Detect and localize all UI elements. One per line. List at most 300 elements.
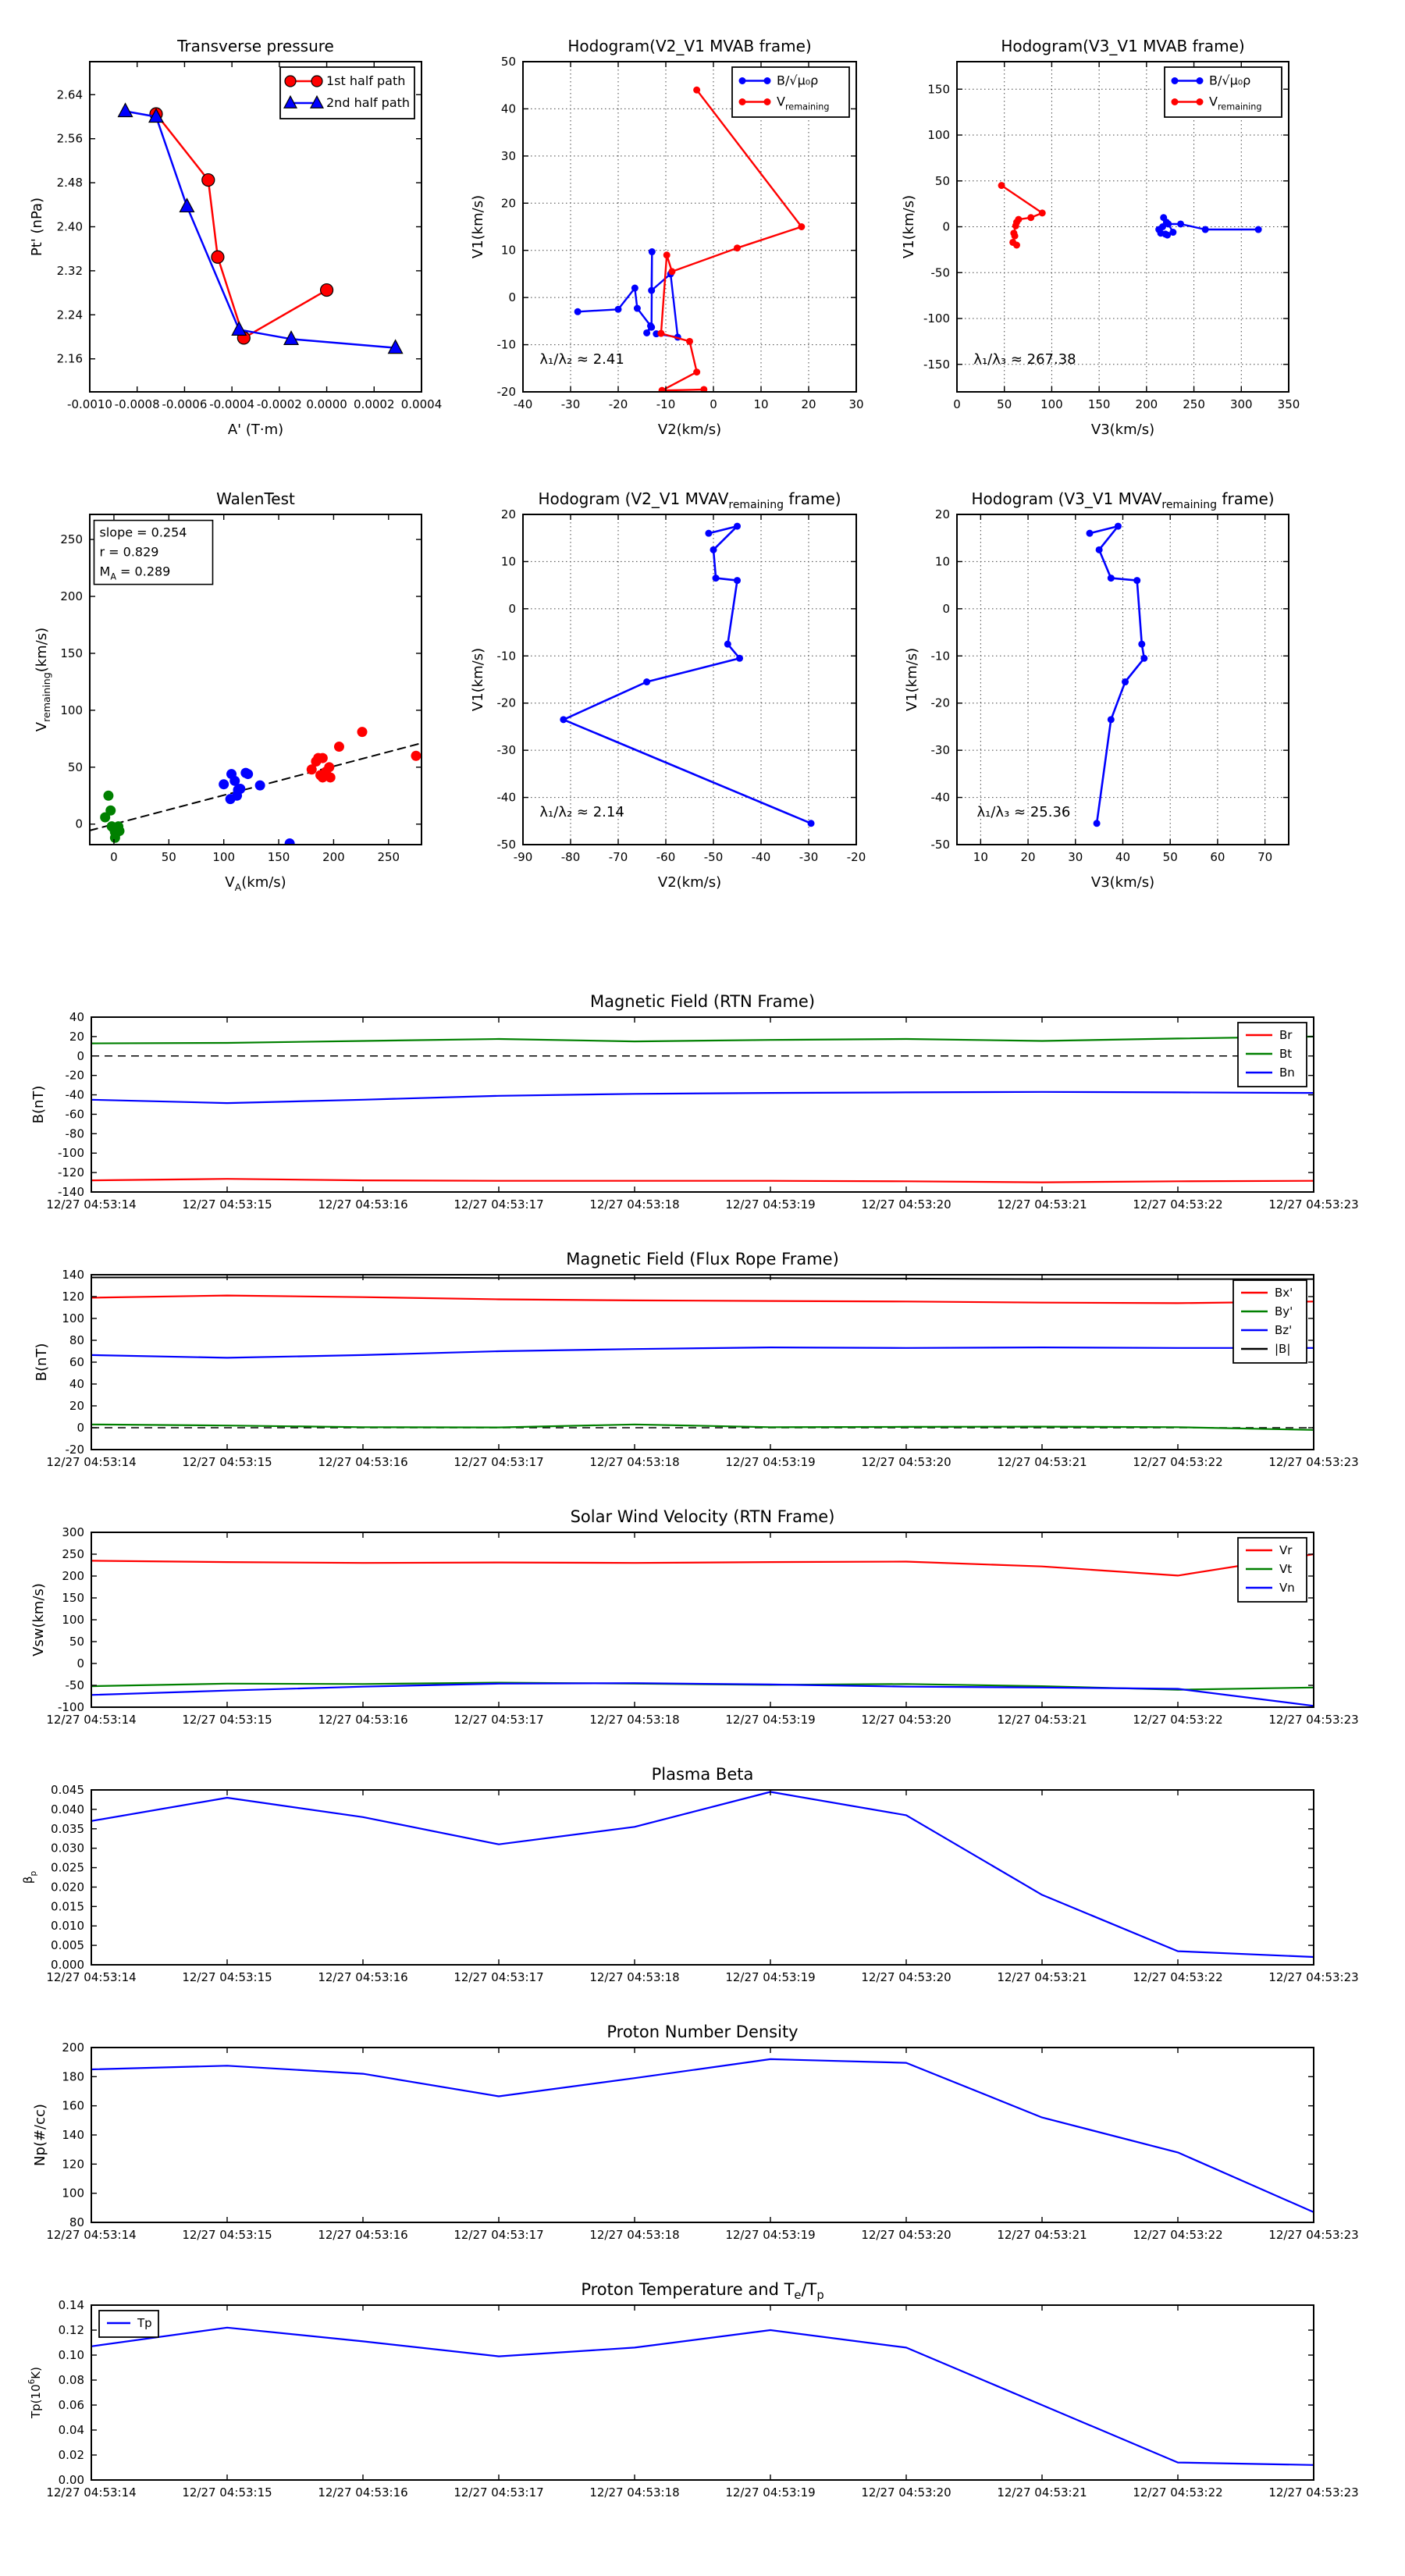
dot-marker	[998, 182, 1005, 189]
y-tick-label: -40	[496, 790, 516, 805]
y-tick-label: 2.56	[56, 131, 83, 146]
y-axis-label: $Tp(10^6K)$	[27, 2366, 43, 2419]
x-tick-label: 12/27 04:53:21	[997, 1713, 1087, 1727]
x-tick-label: 200	[1135, 397, 1158, 411]
dot-marker	[764, 98, 771, 105]
x-tick-label: 12/27 04:53:19	[725, 1713, 816, 1727]
dot-marker	[103, 791, 113, 801]
y-tick-label: 0.015	[51, 1899, 84, 1914]
x-tick-label: -40	[513, 397, 533, 411]
x-tick-label: 12/27 04:53:22	[1133, 1713, 1223, 1727]
x-tick-label: 12/27 04:53:17	[454, 1970, 544, 1984]
x-tick-label: 60	[1210, 850, 1225, 864]
panel-title: Magnetic Field (RTN Frame)	[589, 992, 816, 1011]
dot-marker	[686, 338, 693, 345]
dot-marker	[1202, 226, 1209, 233]
series-V-remaining-path	[564, 526, 811, 824]
y-tick-label: 40	[69, 1377, 84, 1391]
y-tick-label: 80	[69, 1333, 84, 1347]
dot-marker	[808, 820, 815, 827]
y-tick-label: 0.035	[51, 1821, 84, 1836]
y-tick-label: 0.020	[51, 1880, 84, 1895]
legend-label: B/√μ₀ρ	[777, 73, 819, 88]
stats-line: r = 0.829	[99, 544, 159, 560]
y-tick-label: 0.06	[58, 2398, 84, 2412]
x-tick-label: 12/27 04:53:22	[1133, 1455, 1223, 1469]
legend-label: $V_{remaining}$	[777, 94, 830, 112]
legend	[280, 67, 414, 119]
dot-marker	[1172, 98, 1179, 105]
x-tick-label: 12/27 04:53:20	[861, 1197, 951, 1212]
dot-marker	[1027, 214, 1034, 221]
y-tick-label: 0	[508, 290, 516, 305]
y-tick-label: 180	[62, 2069, 84, 2084]
y-tick-label: 0.000	[51, 1958, 84, 1972]
y-tick-label: 0.10	[58, 2348, 84, 2362]
y-tick-label: 100	[62, 1613, 84, 1627]
legend	[99, 2311, 158, 2337]
x-tick-label: 70	[1257, 850, 1273, 864]
panel-ts-proton-temp	[27, 2280, 1359, 2500]
y-tick-label: -30	[496, 743, 516, 758]
x-tick-label: 300	[1229, 397, 1253, 411]
y-tick-label: -50	[496, 838, 516, 852]
x-tick-label: -80	[560, 850, 581, 864]
panel-title: Magnetic Field (Flux Rope Frame)	[566, 1250, 839, 1268]
dot-marker	[648, 324, 655, 331]
y-axis-label: $V_{remaining}(km/s)$	[34, 627, 52, 732]
annotation: λ₁/λ₃ ≈ 25.36	[976, 804, 1071, 820]
series-|B|	[91, 1278, 1314, 1279]
dot-marker	[710, 546, 717, 553]
y-tick-label: 10	[934, 554, 950, 569]
panel-ts-bfield-rtn	[30, 992, 1359, 1212]
dot-marker	[663, 251, 670, 258]
series-Bn	[91, 1092, 1314, 1103]
x-tick-label: 0	[710, 397, 717, 411]
y-tick-label: 10	[500, 243, 516, 258]
panel-title: Solar Wind Velocity (RTN Frame)	[570, 1507, 835, 1526]
y-tick-label: -100	[57, 1700, 84, 1714]
series-2nd half path	[126, 112, 396, 348]
series-V-remaining	[1001, 186, 1042, 245]
legend	[1233, 1280, 1307, 1363]
panel-title: Hodogram (V2_V1 $MVAV_{remaining}$ frame)	[538, 489, 841, 511]
x-tick-label: 12/27 04:53:23	[1268, 2485, 1359, 2500]
y-tick-label: 20	[934, 507, 950, 521]
x-tick-label: 12/27 04:53:21	[997, 2228, 1087, 2242]
x-tick-label: 12/27 04:53:15	[182, 2485, 272, 2500]
y-tick-label: 140	[62, 2128, 84, 2142]
series-V-remaining-path	[1090, 526, 1144, 824]
legend-label: Vt	[1279, 1562, 1293, 1576]
x-tick-label: 0.0000	[306, 397, 347, 411]
dot-marker	[1108, 575, 1115, 582]
y-tick-label: -100	[57, 1146, 84, 1161]
triangle-marker	[180, 199, 194, 212]
dot-marker	[114, 826, 124, 836]
legend-label: Bx'	[1275, 1286, 1293, 1300]
x-tick-label: 12/27 04:53:20	[861, 2228, 951, 2242]
y-axis-label: $\beta_p$	[21, 1870, 38, 1884]
panel-title: WalenTest	[216, 489, 295, 508]
x-tick-label: 12/27 04:53:22	[1133, 2228, 1223, 2242]
y-tick-label: 0.12	[58, 2323, 84, 2337]
x-tick-label: 12/27 04:53:18	[589, 1455, 680, 1469]
dot-marker	[1096, 546, 1103, 553]
panel-ts-bfield-fluxrope	[34, 1250, 1359, 1469]
series-1st half path	[156, 114, 327, 338]
y-tick-label: 0.08	[58, 2373, 84, 2387]
x-tick-label: 12/27 04:53:15	[182, 1713, 272, 1727]
panel-title: Plasma Beta	[651, 1765, 754, 1784]
panel-title: Proton Temperature and $T_e/T_p$	[581, 2280, 824, 2302]
x-tick-label: 12/27 04:53:22	[1133, 1970, 1223, 1984]
dot-marker	[1012, 233, 1019, 240]
dot-marker	[560, 716, 567, 723]
panel-title: Proton Number Density	[606, 2023, 799, 2041]
y-tick-label: -120	[57, 1165, 84, 1180]
legend-label: Vn	[1279, 1581, 1295, 1595]
dot-marker	[648, 287, 655, 294]
dot-marker	[1039, 209, 1046, 216]
y-tick-label: -10	[930, 649, 950, 664]
panel-title: Hodogram (V3_V1 $MVAV_{remaining}$ frame)	[971, 489, 1275, 511]
y-tick-label: -50	[930, 838, 950, 852]
x-axis-label: V2(km/s)	[657, 422, 722, 438]
dot-marker	[1165, 220, 1172, 227]
annotation: λ₁/λ₂ ≈ 2.14	[539, 804, 624, 820]
x-tick-label: 12/27 04:53:19	[725, 1970, 816, 1984]
x-tick-label: 12/27 04:53:15	[182, 1197, 272, 1212]
y-tick-label: 160	[62, 2098, 84, 2113]
annotation: λ₁/λ₃ ≈ 267.38	[973, 351, 1076, 368]
circle-marker	[285, 76, 296, 87]
x-tick-label: 12/27 04:53:23	[1268, 1970, 1359, 1984]
y-tick-label: 0	[76, 1048, 84, 1063]
panel-hodogram-v2v1-mvav	[470, 489, 866, 891]
x-tick-label: 250	[377, 850, 400, 864]
y-tick-label: 120	[62, 2157, 84, 2172]
legend-label: By'	[1275, 1304, 1293, 1318]
y-tick-label: 0.02	[58, 2448, 84, 2462]
dot-marker	[574, 308, 582, 315]
series-Br	[91, 1179, 1314, 1182]
y-tick-label: 150	[62, 1591, 84, 1605]
y-tick-label: 250	[62, 1547, 84, 1561]
dot-marker	[1108, 716, 1115, 723]
x-tick-label: 12/27 04:53:22	[1133, 1197, 1223, 1212]
y-tick-label: 0.14	[58, 2298, 84, 2312]
x-tick-label: 12/27 04:53:23	[1268, 1455, 1359, 1469]
legend-label: |B|	[1275, 1342, 1291, 1356]
dot-marker	[739, 98, 746, 105]
dot-marker	[659, 387, 666, 394]
x-tick-label: 12/27 04:53:21	[997, 1197, 1087, 1212]
x-tick-label: -30	[560, 397, 581, 411]
x-tick-label: 12/27 04:53:16	[318, 1197, 408, 1212]
dot-marker	[324, 762, 334, 772]
dot-marker	[739, 77, 746, 84]
x-tick-label: -0.0002	[256, 397, 302, 411]
series-B-alfven	[578, 252, 678, 337]
y-tick-label: 150	[927, 82, 950, 97]
y-tick-label: 20	[500, 507, 516, 521]
legend-label: Vr	[1279, 1543, 1293, 1557]
x-tick-label: -50	[703, 850, 724, 864]
y-tick-label: 2.48	[56, 176, 83, 190]
y-tick-label: -50	[930, 265, 950, 280]
y-tick-label: 0.00	[58, 2473, 84, 2487]
x-tick-label: 0.0002	[354, 397, 395, 411]
x-tick-label: 50	[997, 397, 1012, 411]
x-tick-label: 12/27 04:53:20	[861, 2485, 951, 2500]
y-axis-label: Pt' (nPa)	[29, 197, 45, 257]
dot-marker	[219, 779, 229, 789]
x-tick-label: -60	[656, 850, 676, 864]
y-tick-label: -10	[496, 337, 516, 352]
x-tick-label: 20	[801, 397, 816, 411]
panel-hodogram-v2v1-mvab	[470, 37, 864, 438]
x-tick-label: -30	[799, 850, 819, 864]
y-tick-label: -140	[57, 1185, 84, 1199]
dot-marker	[357, 727, 368, 737]
x-tick-label: 10	[973, 850, 988, 864]
panel-transverse-pressure	[29, 37, 443, 438]
x-tick-label: 200	[322, 850, 345, 864]
dot-marker	[693, 87, 700, 94]
x-tick-label: 150	[1087, 397, 1111, 411]
triangle-marker	[119, 104, 133, 117]
x-tick-label: 12/27 04:53:14	[46, 2485, 137, 2500]
dot-marker	[734, 523, 741, 530]
y-tick-label: 0.005	[51, 1938, 84, 1953]
x-tick-label: -90	[513, 850, 533, 864]
dot-marker	[643, 329, 650, 336]
y-tick-label: 0	[942, 219, 950, 234]
x-tick-label: 12/27 04:53:17	[454, 1455, 544, 1469]
x-tick-label: 250	[1183, 397, 1205, 411]
series-V-remaining	[661, 90, 802, 390]
dot-marker	[1115, 523, 1122, 530]
x-tick-label: 12/27 04:53:20	[861, 1713, 951, 1727]
y-tick-label: 300	[62, 1525, 84, 1539]
annotation: λ₁/λ₂ ≈ 2.41	[539, 351, 624, 368]
x-tick-label: 0	[953, 397, 961, 411]
series-Np	[91, 2059, 1314, 2212]
y-axis-label: V1(km/s)	[904, 647, 920, 712]
y-tick-label: 50	[934, 173, 950, 188]
panel-hodogram-v3v1-mvav	[904, 489, 1289, 891]
dot-marker	[615, 306, 622, 313]
x-tick-label: 12/27 04:53:14	[46, 1970, 137, 1984]
y-tick-label: 0	[75, 817, 83, 831]
x-tick-label: 30	[848, 397, 864, 411]
x-tick-label: 12/27 04:53:17	[454, 1197, 544, 1212]
panel-hodogram-v3v1-mvab	[901, 37, 1300, 438]
y-tick-label: 0.045	[51, 1783, 84, 1797]
x-tick-label: 12/27 04:53:18	[589, 2485, 680, 2500]
y-axis-label: Np(#/cc)	[32, 2104, 48, 2166]
x-tick-label: -0.0006	[162, 397, 208, 411]
y-tick-label: 250	[60, 532, 83, 547]
y-tick-label: -20	[65, 1068, 84, 1083]
x-tick-label: 12/27 04:53:18	[589, 2228, 680, 2242]
x-tick-label: 12/27 04:53:19	[725, 1455, 816, 1469]
series-Bx'	[91, 1296, 1314, 1304]
y-tick-label: -60	[65, 1107, 84, 1122]
x-tick-label: 10	[753, 397, 769, 411]
x-tick-label: 12/27 04:53:14	[46, 1713, 137, 1727]
y-tick-label: 30	[500, 148, 516, 163]
x-tick-label: -20	[608, 397, 628, 411]
y-tick-label: -20	[496, 696, 516, 710]
dot-marker	[643, 678, 650, 685]
y-axis-label: B(nT)	[30, 1085, 47, 1124]
x-tick-label: 12/27 04:53:20	[861, 1455, 951, 1469]
x-tick-label: 12/27 04:53:17	[454, 2485, 544, 2500]
dot-marker	[734, 244, 741, 251]
y-tick-label: -30	[930, 743, 950, 758]
x-tick-label: 12/27 04:53:21	[997, 1455, 1087, 1469]
y-axis-label: Vsw(km/s)	[30, 1583, 47, 1656]
y-tick-label: 50	[67, 760, 83, 774]
dot-marker	[243, 769, 253, 779]
y-tick-label: 10	[500, 554, 516, 569]
y-tick-label: 20	[69, 1029, 84, 1044]
circle-marker	[202, 174, 215, 187]
x-tick-label: 12/27 04:53:14	[46, 1197, 137, 1212]
y-tick-label: 150	[60, 646, 83, 660]
x-axis-label: V2(km/s)	[657, 874, 722, 891]
dot-marker	[334, 742, 344, 752]
y-tick-label: 140	[62, 1268, 84, 1282]
dot-marker	[1087, 530, 1094, 537]
x-tick-label: -0.0004	[209, 397, 255, 411]
y-tick-label: 200	[62, 2041, 84, 2055]
x-tick-label: 150	[267, 850, 290, 864]
dot-marker	[1140, 655, 1147, 662]
y-tick-label: 2.24	[56, 308, 83, 322]
legend-label: $V_{remaining}$	[1209, 94, 1262, 112]
y-tick-label: 20	[500, 196, 516, 211]
y-tick-label: 100	[60, 703, 83, 717]
panel-ts-proton-density	[32, 2023, 1359, 2242]
circle-marker	[212, 251, 224, 263]
x-tick-label: 12/27 04:53:17	[454, 1713, 544, 1727]
dot-marker	[1172, 77, 1179, 84]
dot-marker	[631, 285, 638, 292]
x-tick-label: 30	[1068, 850, 1083, 864]
triangle-marker	[232, 322, 246, 335]
legend	[1165, 67, 1282, 117]
circle-marker	[321, 284, 333, 297]
x-tick-label: 12/27 04:53:16	[318, 1455, 408, 1469]
dot-marker	[736, 655, 743, 662]
dot-marker	[1094, 820, 1101, 827]
dot-marker	[693, 368, 700, 375]
panel-title: Hodogram(V3_V1 MVAB frame)	[1001, 37, 1245, 55]
y-tick-label: -10	[496, 649, 516, 664]
stats-line: slope = 0.254	[99, 525, 187, 540]
y-tick-label: 0.030	[51, 1841, 84, 1856]
legend-label: B/√μ₀ρ	[1209, 73, 1251, 88]
dot-marker	[1197, 77, 1204, 84]
y-tick-label: 0	[942, 601, 950, 616]
dot-marker	[1169, 229, 1176, 236]
legend-label: Bt	[1279, 1047, 1293, 1061]
series-Bt	[91, 1037, 1314, 1044]
dot-marker	[255, 781, 265, 791]
dot-marker	[411, 751, 421, 761]
y-tick-label: 100	[62, 1311, 84, 1325]
y-tick-label: 2.40	[56, 219, 83, 234]
x-tick-label: 12/27 04:53:18	[589, 1970, 680, 1984]
y-tick-label: 0.04	[58, 2423, 84, 2437]
y-tick-label: 60	[69, 1355, 84, 1369]
y-tick-label: 0.040	[51, 1802, 84, 1816]
panel-ts-vsw-rtn	[30, 1507, 1359, 1727]
dot-marker	[1013, 242, 1020, 249]
legend-label: 1st half path	[326, 73, 406, 88]
y-tick-label: 200	[62, 1569, 84, 1583]
x-tick-label: -10	[656, 397, 676, 411]
y-tick-label: -20	[930, 696, 950, 710]
stats-line: $M_A = 0.289$	[99, 564, 171, 582]
y-tick-label: 20	[69, 1399, 84, 1413]
series-Vr	[91, 1554, 1314, 1575]
x-tick-label: 12/27 04:53:15	[182, 1455, 272, 1469]
panel-title: Transverse pressure	[177, 37, 334, 55]
y-tick-label: 50	[500, 55, 516, 69]
dot-marker	[798, 223, 805, 230]
y-tick-label: -40	[930, 790, 950, 805]
x-tick-label: 50	[161, 850, 176, 864]
x-tick-label: -40	[751, 850, 771, 864]
series-Bz'	[91, 1347, 1314, 1357]
y-tick-label: 0	[76, 1421, 84, 1435]
x-tick-label: -70	[608, 850, 628, 864]
x-tick-label: 12/27 04:53:16	[318, 1970, 408, 1984]
y-tick-label: -80	[65, 1126, 84, 1141]
dot-marker	[657, 330, 664, 337]
y-tick-label: 2.16	[56, 351, 83, 366]
dot-marker	[325, 772, 336, 782]
series-Tp	[91, 2328, 1314, 2465]
y-tick-label: 80	[69, 2215, 84, 2229]
y-tick-label: -50	[65, 1678, 84, 1692]
y-tick-label: 40	[69, 1010, 84, 1024]
dot-marker	[734, 577, 741, 584]
x-tick-label: 12/27 04:53:16	[318, 2228, 408, 2242]
y-tick-label: 0.025	[51, 1860, 84, 1875]
y-tick-label: -150	[923, 357, 950, 372]
x-tick-label: 12/27 04:53:15	[182, 2228, 272, 2242]
x-tick-label: 12/27 04:53:16	[318, 1713, 408, 1727]
y-tick-label: -20	[65, 1443, 84, 1457]
y-tick-label: 40	[500, 101, 516, 116]
x-tick-label: 12/27 04:53:15	[182, 1970, 272, 1984]
panel-walen-test	[34, 489, 422, 893]
x-tick-label: 12/27 04:53:19	[725, 2485, 816, 2500]
x-tick-label: 12/27 04:53:19	[725, 2228, 816, 2242]
x-tick-label: 12/27 04:53:18	[589, 1713, 680, 1727]
dot-marker	[724, 641, 731, 648]
dot-marker	[1133, 577, 1140, 584]
panel-title: Hodogram(V2_V1 MVAB frame)	[567, 37, 812, 55]
x-tick-label: 12/27 04:53:21	[997, 2485, 1087, 2500]
y-axis-label: B(nT)	[34, 1343, 50, 1382]
